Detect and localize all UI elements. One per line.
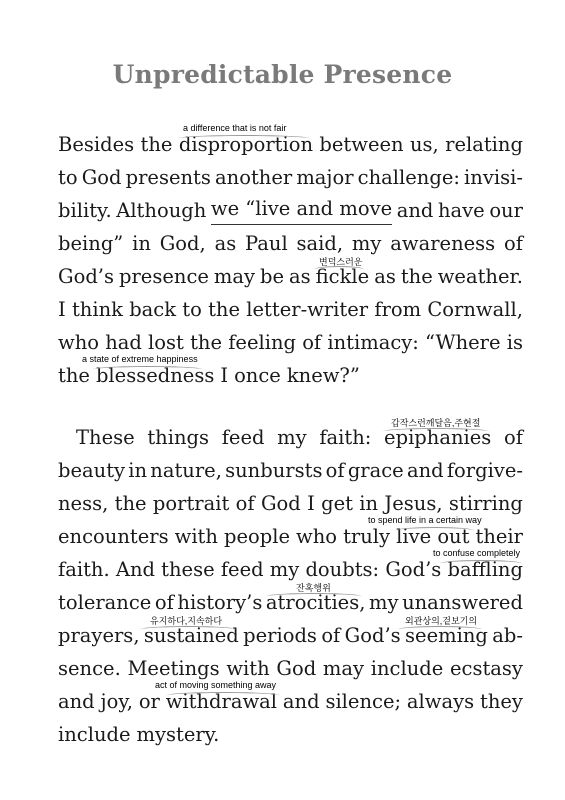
text-line bbox=[58, 457, 523, 485]
word: God, bbox=[159, 232, 206, 255]
word: sunbursts bbox=[225, 459, 323, 482]
word: my bbox=[269, 558, 300, 581]
gloss-bracket bbox=[314, 266, 364, 273]
word: things bbox=[147, 426, 210, 449]
word: people bbox=[223, 525, 291, 548]
word: to bbox=[182, 298, 202, 321]
glossed-word-baffling: baffling bbox=[447, 558, 523, 581]
word: being” bbox=[58, 232, 124, 255]
gloss-bracket bbox=[383, 428, 489, 435]
word: These bbox=[76, 426, 135, 449]
word: the bbox=[58, 364, 90, 387]
text-line bbox=[58, 688, 523, 716]
glossed-word-fickle: fickle bbox=[315, 265, 370, 288]
word: unanswered bbox=[402, 591, 523, 614]
word: God bbox=[276, 657, 317, 680]
word: and bbox=[58, 690, 95, 713]
text-line bbox=[58, 197, 523, 225]
word: Although bbox=[116, 199, 207, 222]
word: the bbox=[140, 133, 173, 156]
word: prayers, bbox=[58, 624, 140, 647]
gloss-bracket bbox=[440, 560, 522, 567]
gloss-bracket bbox=[166, 692, 280, 699]
word: back bbox=[129, 298, 177, 321]
word: said, bbox=[296, 232, 344, 255]
word: silence; bbox=[325, 690, 402, 713]
word: of bbox=[321, 624, 341, 647]
word: God bbox=[81, 166, 122, 189]
word: I bbox=[58, 298, 66, 321]
word: faith. bbox=[58, 558, 110, 581]
word: doubts: bbox=[305, 558, 380, 581]
word: faith: bbox=[319, 426, 372, 449]
word: major bbox=[296, 166, 354, 189]
gloss-bracket bbox=[178, 135, 310, 142]
word: bility. bbox=[58, 199, 112, 222]
glossed-phrase-live-out: live out bbox=[396, 525, 470, 548]
word: include bbox=[370, 657, 444, 680]
word: Meetings bbox=[127, 657, 220, 680]
word: my bbox=[277, 426, 307, 449]
gloss-bracket bbox=[396, 527, 474, 534]
word: as bbox=[289, 265, 311, 288]
word: presents bbox=[125, 166, 211, 189]
word: invisi- bbox=[464, 166, 523, 189]
word: and bbox=[396, 199, 434, 222]
word: be bbox=[260, 265, 285, 288]
word: to bbox=[58, 166, 78, 189]
word: have bbox=[437, 199, 485, 222]
text-line bbox=[58, 296, 523, 324]
word: stirring bbox=[448, 492, 523, 515]
word: with bbox=[174, 525, 218, 548]
word: mystery. bbox=[136, 723, 220, 746]
word: in bbox=[359, 492, 379, 515]
word: lost bbox=[148, 331, 184, 354]
gloss-bracket bbox=[140, 626, 236, 633]
word: nature, bbox=[150, 459, 222, 482]
word: I bbox=[220, 364, 229, 387]
word: sence. bbox=[58, 657, 121, 680]
word: get bbox=[321, 492, 353, 515]
word: Jesus, bbox=[384, 492, 443, 515]
word: feed bbox=[220, 558, 264, 581]
word: ab- bbox=[492, 624, 523, 647]
word: portrait bbox=[152, 492, 230, 515]
text-line bbox=[58, 490, 523, 518]
text-line bbox=[58, 655, 523, 683]
gloss-fickle: 변덕스러운 bbox=[319, 257, 363, 267]
text-line bbox=[58, 164, 523, 192]
word: of bbox=[154, 591, 174, 614]
word: is bbox=[506, 331, 523, 354]
gloss-disproportion: a difference that is not fair bbox=[183, 123, 287, 133]
word: may bbox=[322, 657, 365, 680]
word: in bbox=[128, 459, 148, 482]
text-line bbox=[58, 230, 523, 258]
word: history’s bbox=[177, 591, 263, 614]
word: with bbox=[226, 657, 270, 680]
word: periods bbox=[243, 624, 317, 647]
gloss-bracket bbox=[93, 366, 203, 373]
glossed-word-withdrawal: withdrawal bbox=[165, 690, 278, 713]
word: they bbox=[479, 690, 523, 713]
word: my bbox=[351, 232, 382, 255]
gloss-seeming: 외관상의,겉보기의 bbox=[405, 616, 478, 626]
gloss-epiphanies: 갑작스런깨달음,주현절 bbox=[391, 418, 481, 428]
text-line bbox=[58, 721, 523, 749]
word: joy, bbox=[100, 690, 133, 713]
glossed-word-epiphanies: epiphanies bbox=[384, 426, 492, 449]
word: always bbox=[406, 690, 475, 713]
word: the bbox=[190, 331, 222, 354]
word: “Where bbox=[425, 331, 501, 354]
word: of bbox=[325, 459, 345, 482]
word: and bbox=[406, 459, 444, 482]
word: feed bbox=[221, 426, 265, 449]
word: their bbox=[475, 525, 523, 548]
word: in bbox=[132, 232, 151, 255]
word: God bbox=[260, 492, 301, 515]
word: between bbox=[319, 133, 404, 156]
glossed-word-sustained: sustained bbox=[143, 624, 239, 647]
word: Besides bbox=[58, 133, 135, 156]
word: the bbox=[400, 265, 433, 288]
word: ness, bbox=[58, 492, 109, 515]
word: had bbox=[105, 331, 142, 354]
word: my bbox=[368, 591, 399, 614]
word: awareness bbox=[390, 232, 496, 255]
gloss-sustained: 유지하다,지속하다 bbox=[150, 616, 223, 626]
word: encounters bbox=[58, 525, 169, 548]
word: And bbox=[115, 558, 155, 581]
gloss-bracket bbox=[398, 626, 482, 633]
word: once bbox=[234, 364, 281, 387]
word: letter-writer bbox=[246, 298, 369, 321]
page-title: Unpredictable Presence bbox=[112, 60, 453, 89]
gloss-blessedness: a state of extreme happiness bbox=[82, 354, 198, 364]
word: God’s bbox=[344, 624, 401, 647]
word: of bbox=[504, 426, 523, 449]
gloss-live-out: to spend life in a certain way bbox=[368, 515, 482, 525]
word: as bbox=[214, 232, 237, 255]
word: ecstasy bbox=[449, 657, 523, 680]
word: from bbox=[374, 298, 422, 321]
word: challenge: bbox=[357, 166, 460, 189]
word: presence bbox=[119, 265, 209, 288]
text-line bbox=[58, 263, 523, 291]
gloss-bracket bbox=[266, 593, 362, 600]
word: who bbox=[296, 525, 338, 548]
word: tolerance bbox=[58, 591, 152, 614]
word: Cornwall, bbox=[427, 298, 523, 321]
gloss-withdrawal: act of moving something away bbox=[155, 680, 277, 690]
word: our bbox=[489, 199, 523, 222]
word: of bbox=[504, 232, 523, 255]
glossed-word-atrocities: atrocities, bbox=[265, 591, 366, 614]
word: relating bbox=[445, 133, 523, 156]
glossed-word-blessedness: blessedness bbox=[95, 364, 215, 387]
word: another bbox=[215, 166, 293, 189]
underlined-phrase: we “live and move bbox=[211, 197, 392, 225]
word: intimacy: bbox=[327, 331, 419, 354]
word: weather. bbox=[437, 265, 523, 288]
gloss-baffling: to confuse completely bbox=[433, 548, 521, 558]
glossed-word-seeming: seeming bbox=[405, 624, 488, 647]
word: include bbox=[58, 723, 131, 746]
word: may bbox=[213, 265, 256, 288]
word: the bbox=[208, 298, 241, 321]
word: I bbox=[307, 492, 315, 515]
word: as bbox=[374, 265, 396, 288]
word: these bbox=[161, 558, 215, 581]
word: beauty bbox=[58, 459, 126, 482]
word: forgive- bbox=[446, 459, 523, 482]
word: grace bbox=[347, 459, 404, 482]
word: who bbox=[58, 331, 99, 354]
word: Paul bbox=[245, 232, 288, 255]
word: knew?” bbox=[286, 364, 360, 387]
word: us, bbox=[409, 133, 439, 156]
word: God’s bbox=[58, 265, 115, 288]
gloss-atrocities: 잔혹행위 bbox=[296, 583, 331, 593]
word: of bbox=[302, 331, 322, 354]
word: truly bbox=[343, 525, 391, 548]
word: God’s bbox=[385, 558, 442, 581]
word: think bbox=[71, 298, 123, 321]
word: of bbox=[235, 492, 255, 515]
word: or bbox=[138, 690, 160, 713]
word: feeling bbox=[228, 331, 296, 354]
word: and bbox=[282, 690, 320, 713]
word: the bbox=[114, 492, 147, 515]
glossed-word-disproportion: disproportion bbox=[178, 133, 314, 156]
text-line bbox=[58, 329, 523, 357]
